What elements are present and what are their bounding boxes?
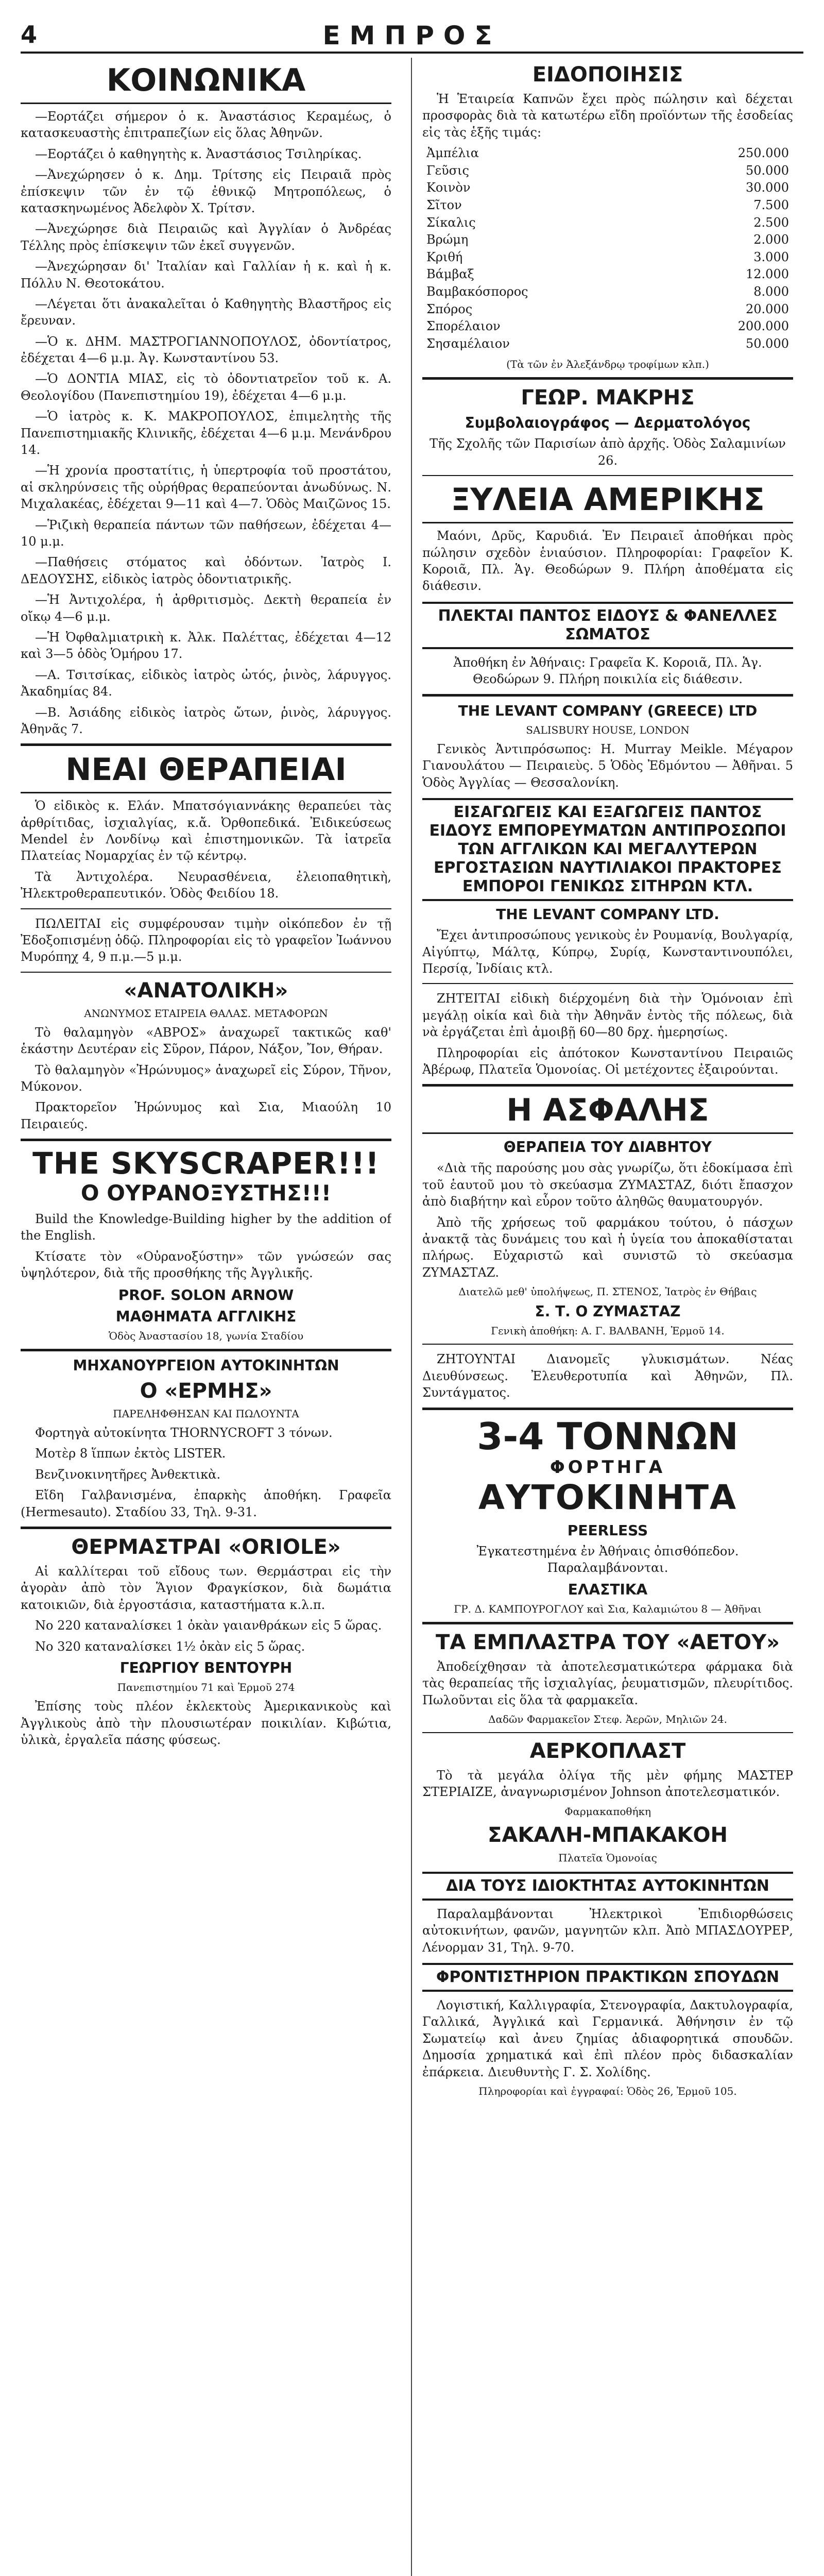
ermis-text: Βενζινοκινητῆρες Ἀνθεκτικὰ. (35, 1467, 221, 1482)
social-item: —Ἀνεχώρησαν δι' Ἰταλίαν καὶ Γαλλίαν ἡ κ. καὶ ἡ κ. Πόλλυ Ν. Θεοτοκάτου. (21, 259, 391, 291)
asfalis-depot: Γενικὴ ἀποθήκη: Α. Γ. ΒΑΛΒΑΝΗ, Ἑρμοῦ 14. (491, 1325, 725, 1337)
wood-text: Μαόνι, Δρῦς, Καρυδιά. Ἐν Πειραιεῖ ἀποθήκαι πρὸς πώλησιν σχεδὸν ἑνιαύσιον. Πληροφορίαι: Γραφεῖον Κ. Κοροιᾶ, Πλ. Ἁγ. Θεοδώρων 9. Πλήρη ἀποθέματα εἰς διάθεσιν. (422, 529, 793, 594)
school-footer: Πληροφορίαι καὶ ἐγγραφαί: Ὁδὸς 26, Ἑρμοῦ 105. (478, 2084, 737, 2097)
makris-subtitle: Συμβολαιογράφος — Δερματολόγος (465, 414, 751, 432)
rate-item: Βάμβαξ (426, 267, 474, 282)
rate-row (422, 335, 793, 353)
ermis-subtitle: ΠΑΡΕΛΗΦΘΗΣΑΝ ΚΑΙ ΠΩΛΟΥΝΤΑ (113, 1408, 299, 1420)
aetou-title: ΤΑ ΕΜΠΛΑΣΤΡΑ ΤΟΥ «ΑΕΤΟΥ» (436, 1630, 780, 1654)
rate-row (422, 266, 793, 283)
ermis-text: Μοτὲρ 8 ἵππων ἐκτὸς LISTER. (35, 1446, 226, 1461)
oriole-text: Αἱ καλλίτεραι τοῦ εἴδους των. Θερμάστραι εἰς τὴν ἀγορὰν ἀπὸ τὸν Ἅγιον Φραγκίσκον, διὰ δωμάτια κατοικιῶν, διὰ ἐργοστάσια, καταστήματα κ.λ.π. (21, 1564, 391, 1612)
aerkoplast-text: Τὸ τὰ μεγάλα ὀλίγα τῆς μὲν φήμης ΜΑΣΤΕΡ ΣΤΕΡΙΑΙΖΕ, ἀναγνωρισμένον Johnson ἀποτελεσματικόν. (422, 1768, 793, 1800)
rate-item: Σπόρος (426, 301, 473, 316)
section-rule (422, 1408, 793, 1410)
doctor-notice: —Ἡ χρονία προστατίτις, ἡ ὑπερτροφία τοῦ προστάτου, αἱ σκληρύνσεις τῆς οὐρήθρας θεραπεύονται ἀνωδύνως. Ν. Μιχαλακέας, ἐδέχεται 9—11 καὶ 4—7. Ὁδὸς Μαιζῶνος 15. (21, 463, 391, 512)
rate-value: 12.000 (746, 267, 789, 282)
rate-item: Σησαμέλαιον (426, 336, 510, 351)
rate-item: Σίκαλις (426, 215, 476, 230)
driving-text: Παραλαμβάνονται Ἠλεκτρικοὶ Ἐπιδιορθώσεις αὐτοκινήτων, φανῶν, μαγνητῶν κλπ. Ἀπὸ ΜΠΑΣΔΟΥΡΕΡ, Λένορμαν 31, Τηλ. 9-70. (422, 1906, 793, 1955)
social-title: ΚΟΙΝΩΝΙΚΑ (21, 63, 391, 104)
social-item: —Ἀνεχώρησεν ὁ κ. Δημ. Τρίτσης εἰς Πειραιᾶ πρὸς ἐπίσκεψιν τῶν ἐν τῷ ἐθνικῷ Μητροπόλεως, ὁ κατασκηνωμένος Ἀδελφὸν Χ. Τρίτσν. (21, 167, 391, 215)
oriole-title: ΘΕΡΜΑΣΤΡΑΙ «ORIOLE» (71, 1535, 341, 1560)
school-title: ΦΡΟΝΤΙΣΤΗΡΙΟΝ ΠΡΑΚΤΙΚΩΝ ΣΠΟΥΔΩΝ (422, 1963, 793, 1992)
doctor-notice: —Παθήσεις στόματος καὶ ὀδόντων. Ἰατρὸς Ι. ΔΕΔΟΥΣΗΣ, εἰδικὸς ἰατρὸς ὀδοντιατρικῆς. (21, 555, 391, 586)
skyscraper-subtitle: Ο ΟΥΡΑΝΟΞΥΣΤΗΣ!!! (80, 1180, 332, 1206)
asfalis-product: Σ. Τ. Ο ΖΥΜΑΣΤΑΖ (535, 1303, 681, 1320)
school-text: Λογιστική, Καλλιγραφία, Στενογραφία, Δακτυλογραφία, Γαλλικά, Ἀγγλικά καὶ Γερμανικά. Ἀθήνησιν ἐν τῷ Σωματείῳ καὶ ἀνευ ζημίας ἀδιαφορητικά σπουδῶν. Δημοσία χρηματικά καὶ ἐπὶ πλέον πρὸς διδασκαλίαν ἐπάρκεια. Διευθυντὴς Γ. Σ. Χολίδης. (422, 1998, 793, 2079)
aetou-text: Ἀποδείχθησαν τὰ ἀποτελεσματικώτερα φάρμακα διὰ τὰς θεραπείας τῆς ἰσχιαλγίας, ῥευματισμῶν, πλευρίτιδος. Πωλοῦνται εἰς ὅλα τὰ φαρμακεῖα. (422, 1659, 793, 1707)
section-rule (21, 743, 391, 746)
rate-row (422, 249, 793, 266)
social-section (21, 108, 391, 329)
doctors-section (21, 333, 391, 738)
anatoliki-text: Τὸ θαλαμηγὸν «ΑΒΡΟΣ» ἀναχωρεῖ τακτικῶς καθ' ἑκάστην Δευτέραν εἰς Σῦρον, Πάρον, Νάξον, Ἴον, Θήραν. (21, 1025, 391, 1057)
right-column (422, 58, 793, 2576)
aerkoplast-title: ΑΕΡΚΟΠΛΑΣΤ (529, 1739, 686, 1764)
wanted-distributors: ΖΗΤΟΥΝΤΑΙ Διανομεῖς γλυκισμάτων. Νέας Διευθύνσεως. Ἐλευθεροτυπία καὶ Ἀθηνῶν, Πλ. Συντάγματος. (422, 1352, 793, 1400)
oriole-agent: ΓΕΩΡΓΙΟΥ ΒΕΝΤΟΥΡΗ (119, 1659, 293, 1676)
announcement-intro: Ἡ Ἑταιρεία Καπνῶν ἔχει πρὸς πώλησιν καὶ δέχεται προσφορὰς διὰ τὰ κατωτέρω εἴδη προϊόντων τῆς ἐσοδείας εἰς τὰς ἑξῆς τιμάς: (422, 92, 793, 140)
social-item: —Εορτάζει σήμερον ὁ κ. Ἀναστάσιος Κεραμέως, ὁ κατασκευαστὴς ἐπιτραπεζίων εἰς ὅλας Ἀθηνῶν. (21, 109, 391, 141)
left-column (21, 58, 391, 2576)
skyscraper-teacher: PROF. SOLON ARNOW (118, 1286, 294, 1303)
social-item: —Ἀνεχώρησε διὰ Πειραιῶς καὶ Ἀγγλίαν ὁ Ἀνδρέας Τέλλης πρὸς ἐπίσκεψιν τῶν ἐκεῖ συγγενῶν. (21, 222, 391, 253)
section-rule (21, 908, 391, 909)
anatoliki-text: Τὸ θαλαμηγὸν «Ἠρώνυμος» ἀναχωρεῖ εἰς Σύρον, Τῆνον, Μύκονον. (21, 1062, 391, 1094)
doctor-notice: —Ῥιζικὴ θεραπεία πάντων τῶν παθήσεων, ἐδέχεται 4—10 μ.μ. (21, 517, 391, 549)
rate-item: Σῖτον (426, 197, 462, 212)
rate-value: 250.000 (737, 146, 789, 161)
asfalis-subtitle: ΘΕΡΑΠΕΙΑ ΤΟΥ ΔΙΑΒΗΤΟΥ (503, 1139, 712, 1156)
rate-value: 20.000 (746, 301, 789, 316)
trucks-dealer: ΓΡ. Δ. ΚΑΜΠΟΥΡΟΓΛΟΥ καὶ Σια, Καλαμιώτου 8 — Ἀθῆναι (454, 1602, 762, 1615)
shirts-text: Ἀποθήκη ἐν Ἀθήναις: Γραφεῖα Κ. Κοροιᾶ, Πλ. Ἁγ. Θεοδώρων 9. Πλήρη ποικιλία εἰς διάθεσιν. (453, 655, 762, 687)
rate-item: Βαμβακόσπορος (426, 284, 528, 299)
makris-text: Τῆς Σχολῆς τῶν Παρισίων ἀπὸ ἀρχῆς. Ὁδὸς Σαλαμινίων 26. (430, 436, 786, 468)
trucks-title: ΑΥΤΟΚΙΝΗΤΑ (478, 1477, 737, 1517)
oriole-footer: Ἐπίσης τοὺς πλέον ἐκλεκτοὺς Ἀμερικανικοὺς καὶ Ἀγγλικοὺς ἀπὸ τὴν πλουσιωτέραν ποικιλίαν. Κιβώτια, ὑλικὰ, ἐργαλεῖα πάσης φύσεως. (21, 1699, 391, 1747)
trucks-text: Ἐγκατεστημένα ἐν Ἀθήναις ὀπισθόπεδον. Παραλαμβάνονται. (476, 1544, 739, 1575)
therapy-notice: Τὰ Ἀντιχολέρα. Νευρασθένεια, ἐλειοπαθητικὴ, Ἠλεκτροθεραπευτικόν. Ὁδὸς Φειδίου 18. (21, 869, 391, 901)
skyscraper-text: Build the Knowledge-Building higher by the addition of the English. (21, 1211, 391, 1243)
rate-row (422, 214, 793, 232)
section-rule (422, 694, 793, 697)
section-rule (21, 1139, 391, 1141)
doctor-notice: —Ἡ Ἀντιχολέρα, ἡ ἀρθριτισμὸς. Δεκτὴ θεραπεία ἐν οἴκῳ 4—6 μ.μ. (21, 592, 391, 624)
levant-text: Γενικὸς Ἀντιπρόσωπος: Η. Murray Meikle. Μέγαρον Γιανουλάτου — Πειραιεὺς. 5 Ὁδὸς Ἐδμόντου — Ἀθῆναι. 5 Ὁδὸς Ἀγγλίας — Θεσσαλονίκη. (422, 741, 793, 790)
ermis-title: ΜΗΧΑΝΟΥΡΓΕΙΟΝ ΑΥΤΟΚΙΝΗΤΩΝ (73, 1357, 339, 1374)
rate-item: Γεῦσις (426, 163, 469, 178)
driving-title: ΔΙΑ ΤΟΥΣ ΙΔΙΟΚΤΗΤΑΣ ΑΥΤΟΚΙΝΗΤΩΝ (422, 1872, 793, 1901)
new-therapies-title: ΝΕΑΙ ΘΕΡΑΠΕΙΑΙ (21, 752, 391, 793)
aerkoplast-pharmacy: ΣΑΚΑΛΗ-ΜΠΑΚΑΚΟΗ (488, 1823, 728, 1847)
aetou-seller: Δαδῶν Φαρμακεῖον Στεφ. Ἀερῶν, Μηλιῶν 24. (488, 1713, 727, 1726)
rate-row (422, 231, 793, 249)
levant-title: THE LEVANT COMPANY (GREECE) LTD (458, 702, 758, 719)
masthead (21, 21, 803, 54)
page-number: 4 (21, 21, 38, 48)
skyscraper-address: Ὁδὸς Ἀναστασίου 18, γωνία Σταδίου (108, 1329, 304, 1342)
section-rule (422, 1622, 793, 1624)
asfalis-title: Η ΑΣΦΑΛΗΣ (422, 1093, 793, 1134)
rate-row (422, 145, 793, 162)
imports-title: ΕΙΣΑΓΩΓΕΙΣ ΚΑΙ ΕΞΑΓΩΓΕΙΣ ΠΑΝΤΟΣ ΕΙΔΟΥΣ ΕΜΠΟΡΕΥΜΑΤΩΝ ΑΝΤΙΠΡΟΣΩΠΟΙ ΤΩΝ ΑΓΓΛΙΚΩΝ ΚΑΙ ΜΕΓΑΛΥΤΕΡΩΝ ΕΡΓΟΣΤΑΣΙΩΝ ΝΑΥΤΙΛΙΑΚΟΙ ΠΡΑΚΤΟΡΕΣ ΕΜΠΟΡΟΙ ΓΕΝΙΚΩΣ ΣΙΤΗΡΩΝ ΚΤΛ. (422, 798, 793, 901)
skyscraper-lessons: ΜΑΘΗΜΑΤΑ ΑΓΓΛΙΚΗΣ (115, 1308, 297, 1325)
section-rule (21, 1349, 391, 1351)
doctor-notice: —Α. Τσιτσίκας, εἰδικὸς ἰατρὸς ὠτός, ῥινὸς, λάρυγγος. Ἀκαδημίας 84. (21, 667, 391, 699)
rate-row (422, 318, 793, 335)
rate-item: Κοινὸν (426, 180, 471, 195)
rate-item: Κριθή (426, 249, 463, 264)
rate-value: 7.500 (753, 197, 789, 212)
anatoliki-subtitle: ΑΝΩΝΥΜΟΣ ΕΤΑΙΡΕΙΑ ΘΑΛΑΣ. ΜΕΤΑΦΟΡΩΝ (84, 1007, 328, 1020)
rate-value: 2.500 (753, 215, 789, 230)
for-sale-notice: ΠΩΛΕΙΤΑΙ εἰς συμφέρουσαν τιμὴν οἰκόπεδον ἐν τῇ Ἐδοξοπισμένῃ ὁδῷ. Πληροφορίαι εἰς τὸ γραφεῖον Ἰωάννου Μυρόπηχ 4, 9 π.μ.—5 μ.μ. (21, 916, 391, 964)
anatoliki-title: «ΑΝΑΤΟΛΙΚΗ» (124, 978, 288, 1003)
rate-row (422, 179, 793, 197)
makris-title: ΓΕΩΡ. ΜΑΚΡΗΣ (521, 386, 695, 410)
rate-value: 200.000 (737, 319, 789, 334)
rate-value: 3.000 (753, 249, 789, 264)
rate-row (422, 301, 793, 318)
rate-value: 30.000 (746, 180, 789, 195)
trucks-tires: ΕΛΑΣΤΙΚΑ (568, 1581, 648, 1598)
aerkoplast-pharmacy-label: Φαρμακαποθήκη (564, 1805, 651, 1818)
asfalis-signature: Διατελῶ μεθ' ὑπολήψεως, Π. ΣΤΕΝΟΣ, Ἰατρὸς ἐν Θήβαις (458, 1285, 757, 1298)
asfalis-text: «Διὰ τῆς παρούσης μου σὰς γνωρίζω, ὅτι ἐδοκίμασα ἐπὶ τοῦ ἑαυτοῦ μου τὸ σκεύασμα ΖΥΜΑΣΤΑΖ, διότι ἔπασχον ἀπὸ διαβήτην καὶ εὗρον τοῦτο ἀληθῶς θαυματουργόν. (422, 1161, 793, 1209)
oriole-text: Νο 220 καταναλίσκει 1 ὀκὰν γαιανθράκων εἰς 5 ὥρας. (35, 1618, 382, 1633)
rate-value: 50.000 (746, 336, 789, 351)
section-rule (21, 1527, 391, 1529)
rate-row (422, 162, 793, 180)
rate-item: Βρώμη (426, 232, 469, 247)
shirts-title: ΠΛΕΚΤΑΙ ΠΑΝΤΟΣ ΕΙΔΟΥΣ & ΦΑΝΕΛΛΕΣ ΣΩΜΑΤΟΣ (422, 602, 793, 649)
ermis-name: Ο «ΕΡΜΗΣ» (140, 1379, 272, 1403)
skyscraper-title: THE SKYSCRAPER!!! (32, 1146, 380, 1181)
doctor-notice: —Ὁ ἰατρὸς κ. Κ. ΜΑΚΡΟΠΟΥΛΟΣ, ἐπιμελητὴς τῆς Πανεπιστημιακῆς Κλινικῆς, ἐδέχεται 4—6 μ.μ. Μενάνδρου 14. (21, 409, 391, 457)
newspaper-name: ΕΜΠΡΟΣ (322, 21, 502, 50)
levant-ltd-title: THE LEVANT COMPANY LTD. (496, 905, 719, 923)
rates-table (422, 145, 793, 352)
trucks-tonnage: 3-4 ΤΟΝΝΩΝ (477, 1414, 739, 1458)
wanted-notice: ΖΗΤΕΙΤΑΙ εἰδικὴ διέρχομένη διὰ τὴν Ὁμόνοιαν ἐπὶ μεγάλῃ οἰκία καὶ διὰ τὴν Ἀθηνᾶν ἐντὸς τῆς πόλεως, διὰ νὰ ἐργάζεται ἐπὶ ἀμοιβῇ 60—80 δρχ. ἡμερησίως. (422, 991, 793, 1040)
wood-title: ΞΥΛΕΙΑ ΑΜΕΡΙΚΗΣ (422, 482, 793, 523)
rate-item: Ἀμπέλια (426, 146, 479, 161)
asfalis-text: Ἀπὸ τῆς χρήσεως τοῦ φαρμάκου τούτου, ὁ πάσχων ἀνακτᾷ τὰς δυνάμεις του καὶ ἡ ὑγεία του ἀποκαθίσταται πλήρως. Εὐχαριστῶ καὶ συνιστῶ τὸ σκεύασμα ΖΥΜΑΣΤΑΖ. (422, 1215, 793, 1280)
section-rule (422, 475, 793, 476)
therapy-notice: Ὁ εἰδικὸς κ. Ελάν. Μπατσόγιαννάκης θεραπεύει τὰς ἀρθρίτιδας, ἰσχιαλγίας, κ.ἄ. Ὀρθοπεδικά. Ἐιδικεύσεως Mendel ἐν Λονδίνῳ καὶ ἐπιστημονικῶν. Τὰ ἰατρεῖα Πλατείας Νομαρχίας ἐν τῷ κέντρῳ. (21, 799, 391, 863)
section-rule (422, 377, 793, 380)
section-rule (21, 972, 391, 973)
rate-row (422, 283, 793, 301)
doctor-notice: —Ὁ ΔΟΝΤΙΑ ΜΙΑΣ, εἰς τὸ ὀδοντιατρεῖον τοῦ κ. Α. Θεολογίδου (Πανεπιστημίου 19), ἐδέχεται 4—6 μ.μ. (21, 371, 391, 403)
column-divider (411, 58, 412, 2576)
levant-ltd-text: Ἔχει ἀντιπροσώπους γενικοὺς ἐν Ρουμανίᾳ, Βουλγαρίᾳ, Αἰγύπτῳ, Μάλτᾳ, Κύπρῳ, Συρίᾳ, Κωνσταντινουπόλει, Περσίᾳ, Ἰνδίαις κτλ. (422, 928, 793, 976)
section-rule (422, 1344, 793, 1345)
anatoliki-text: Πρακτορεῖον Ἡρώνυμος καὶ Σια, Μιαούλη 10 Πειραιεύς. (21, 1100, 391, 1131)
announcement-note: (Τὰ τῶν ἐν Ἀλεξάνδρῳ τροφίμων κλπ.) (506, 358, 709, 371)
social-item: —Εορτάζει ὁ καθηγητὴς κ. Ἀναστάσιος Τσιληρίκας. (35, 146, 362, 161)
oriole-text: Νο 320 καταναλίσκει 1½ ὀκὰν εἰς 5 ὥρας. (35, 1639, 305, 1654)
newspaper-page (21, 21, 803, 2576)
rate-value: 50.000 (746, 163, 789, 178)
wanted-notice: Πληροφορίαι εἰς ἀπότοκον Κωνσταντίνου Πειραιῶς Ἀβέρωφ, Πλατεῖα Ὁμονοίας. Οἱ μετέχοντες ἐξαιρούνται. (422, 1045, 793, 1077)
doctor-notice: —Β. Ἀσιάδης εἰδικὸς ἰατρὸς ὤτων, ῥινὸς, λάρυγγος. Ἀθηνᾶς 7. (21, 705, 391, 736)
rate-row (422, 197, 793, 214)
announcement-title: ΕΙΔΟΠΟΙΗΣΙΣ (532, 63, 683, 87)
rate-value: 2.000 (753, 232, 789, 247)
trucks-label: ΦΟΡΤΗΓΑ (550, 1456, 666, 1478)
rate-item: Σπορέλαιον (426, 319, 501, 334)
oriole-agent-address: Πανεπιστημίου 71 καὶ Ἑρμοῦ 274 (117, 1681, 295, 1694)
rate-value: 8.000 (753, 284, 789, 299)
levant-subtitle: SALISBURY HOUSE, LONDON (526, 723, 690, 736)
skyscraper-text: Κτίσατε τὸν «Οὐρανοξύστην» τῶν γνώσεών σας ὑψηλότερον, διὰ τῆς προσθήκης τῆς Ἀγγλικῆς. (21, 1249, 391, 1281)
trucks-brand: PEERLESS (567, 1521, 648, 1539)
ermis-text: Φορτηγὰ αὐτοκίνητα THORNYCROFT 3 τόνων. (35, 1426, 333, 1440)
social-item: —Λέγεται ὅτι ἀνακαλεῖται ὁ Καθηγητὴς Βλαστῆρος εἰς ἔρευναν. (21, 296, 391, 328)
doctor-notice: —Ἡ Ὀφθαλμιατρικὴ κ. Ἀλκ. Παλέττας, ἐδέχεται 4—12 καὶ 3—5 ὁδὸς Ὁμήρου 17. (21, 630, 391, 662)
aerkoplast-square: Πλατεῖα Ὁμονοίας (558, 1851, 657, 1864)
ermis-text: Εἴδη Γαλβανισμένα, ἐπαρκὴς ἀποθήκη. Γραφεῖα (Hermesauto). Σταδίου 33, Τηλ. 9-31. (21, 1488, 391, 1519)
section-rule (422, 983, 793, 984)
doctor-notice: —Ὁ κ. ΔΗΜ. ΜΑΣΤΡΟΓΙΑΝΝΟΠΟΥΛΟΣ, ὀδοντίατρος, ἐδέχεται 4—6 μ.μ. Ἀγ. Κωνσταντίνου 53. (21, 334, 391, 366)
section-rule (422, 1732, 793, 1733)
section-rule (422, 1084, 793, 1087)
